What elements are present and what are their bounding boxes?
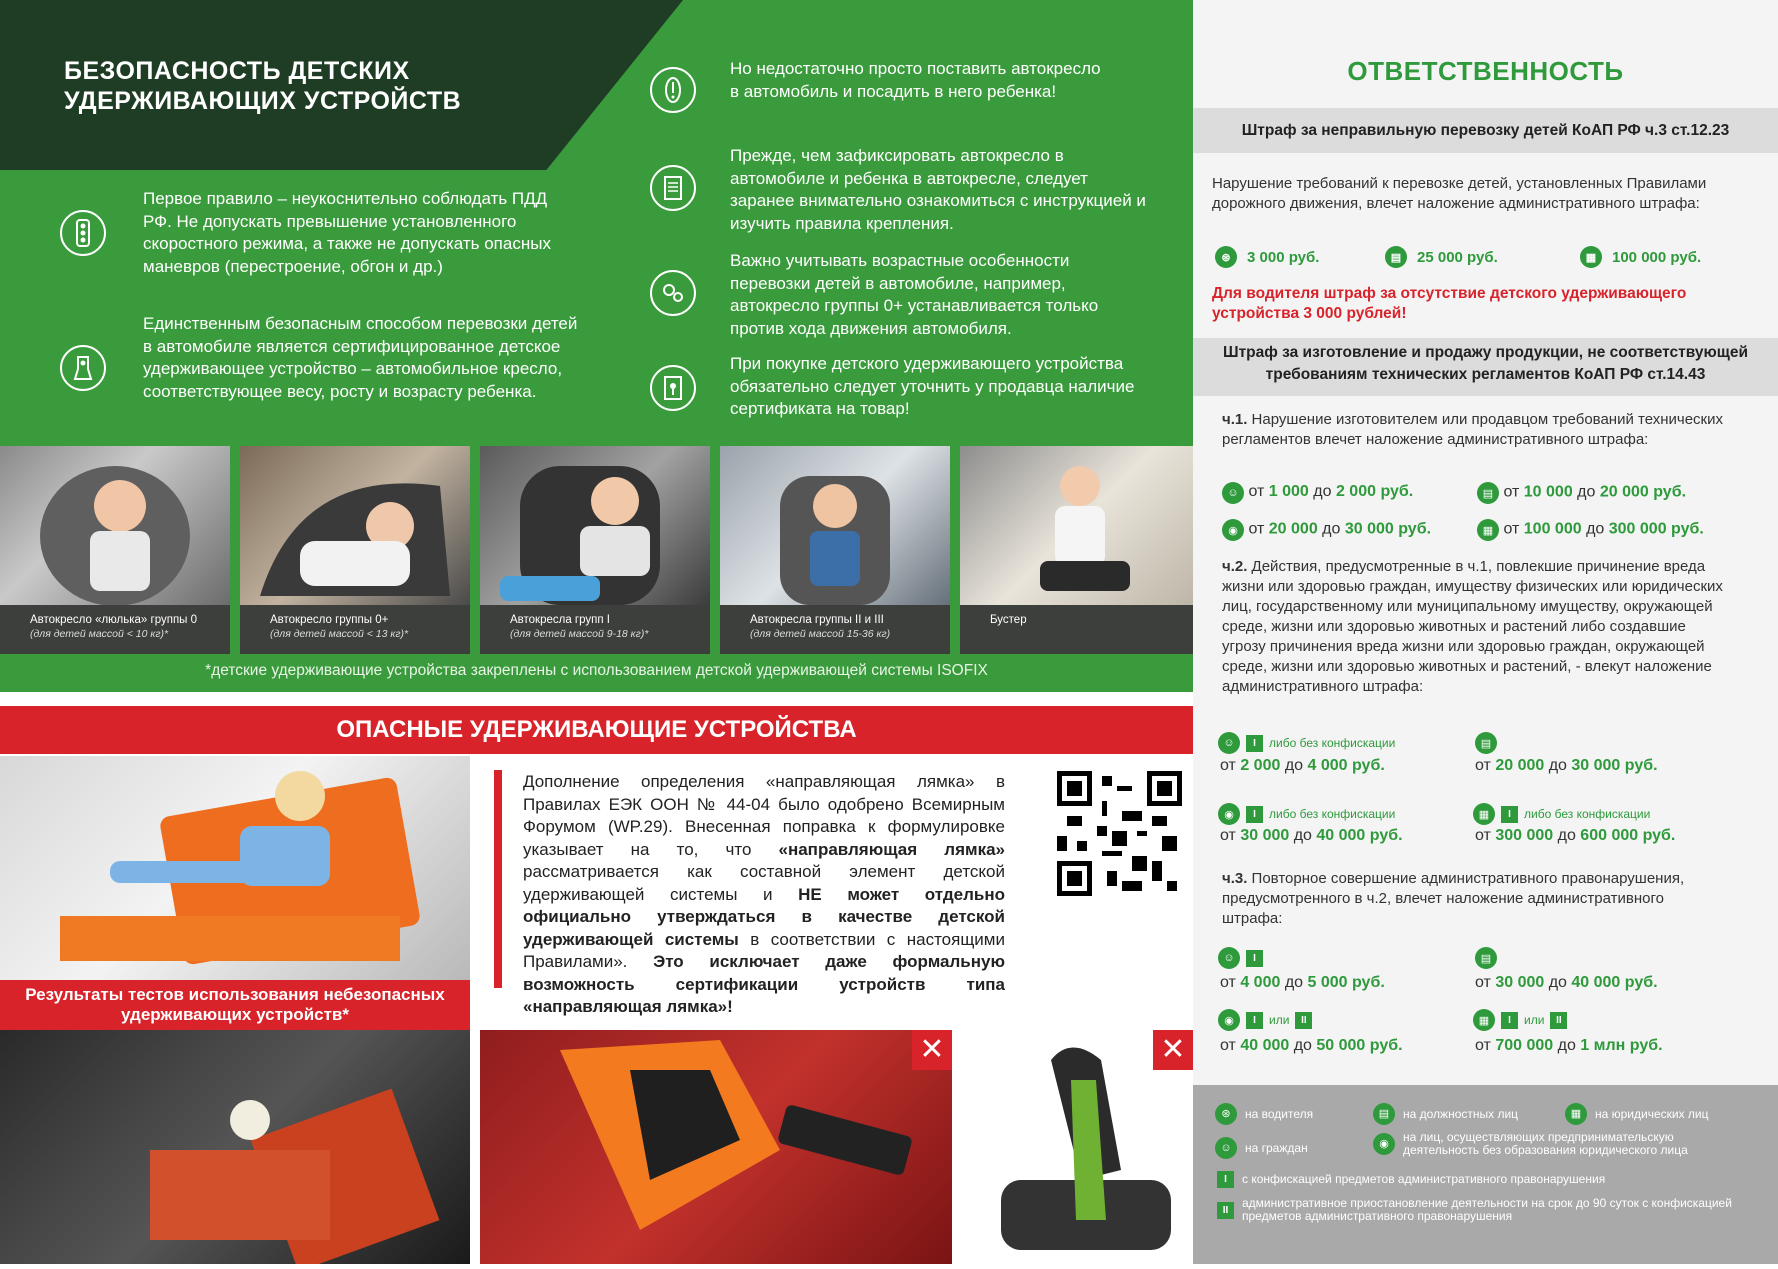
part-1-citizen: ☺ от 1 000 до 2 000 руб. xyxy=(1222,482,1413,504)
seat-photo-booster xyxy=(960,446,1193,654)
part-2-official: от 20 000 до 30 000 руб. xyxy=(1475,757,1658,774)
steering-wheel-icon: ⊛ xyxy=(1215,246,1237,268)
part-1-legal: ▦ от 100 000 до 300 000 руб. xyxy=(1477,519,1704,541)
suspension-mark: II xyxy=(1550,1012,1567,1029)
confiscation-mark: I xyxy=(1246,806,1263,823)
fine-legal: ▦ 100 000 руб. xyxy=(1580,246,1701,268)
steering-wheel-icon: ⊛ xyxy=(1215,1103,1237,1125)
part-2-citizen: от 2 000 до 4 000 руб. xyxy=(1220,757,1385,774)
document-icon: ▦ xyxy=(1473,803,1495,825)
certificate-icon xyxy=(650,365,696,411)
legend-citizen: ☺ на граждан xyxy=(1215,1137,1308,1159)
confiscation-mark: I xyxy=(1217,1171,1234,1188)
close-icon: ✕ xyxy=(1153,1030,1193,1070)
fine-header-1: Штраф за неправильную перевозку детей КоАП РФ ч.3 ст.12.23 xyxy=(1193,108,1778,153)
part-3-text: ч.3. Повторное совершение административного правонарушения, предусмотренного в ч.2, влечет наложение административного штрафа: xyxy=(1222,870,1685,927)
accent-bar xyxy=(494,770,502,988)
gears-icon xyxy=(650,270,696,316)
seat-photo-group-0plus xyxy=(240,446,470,654)
crash-test-caption: Результаты тестов использования небезопасных удерживающих устройств* xyxy=(0,980,470,1030)
tip-4-text: При покупке детского удерживающего устройства обязательно следует уточнить у продавца наличие сертификата на товар! xyxy=(730,354,1135,418)
part-3-legal-icons xyxy=(1473,1009,1567,1031)
photo-title: Автокресло группы 0+ xyxy=(270,614,389,626)
briefcase-icon: ▤ xyxy=(1475,732,1497,754)
tip-3-text: Важно учитывать возрастные особенности перевозки детей в автомобиле, например, автокресло группы 0+ устанавливается только против хода движения автомобиля. xyxy=(730,251,1099,338)
legend-entrepreneur: ◉ на лиц, осуществляющих предпринимательскую деятельность без образования юридического лица xyxy=(1373,1131,1753,1157)
close-icon: ✕ xyxy=(912,1030,952,1070)
fine-driver: ⊛ 3 000 руб. xyxy=(1215,246,1319,268)
part-1-official: ▤ от 10 000 до 20 000 руб. xyxy=(1477,482,1686,504)
part-2-legal: от 300 000 до 600 000 руб. xyxy=(1475,827,1676,844)
photo-subtitle: (для детей массой 9-18 кг)* xyxy=(510,628,649,640)
warning-icon xyxy=(650,67,696,113)
rule-2-text: Единственным безопасным способом перевозки детей в автомобиле является сертифицированное детское удерживающее устройство – автомобильное кресло, соответствующее весу, росту и возрасту ребенка. xyxy=(143,314,578,401)
confiscation-mark: I xyxy=(1246,735,1263,752)
confiscation-mark: I xyxy=(1501,806,1518,823)
photo-title: Автокресла группы II и III xyxy=(750,614,884,626)
confiscation-mark: I xyxy=(1501,1012,1518,1029)
qr-code[interactable] xyxy=(1057,771,1182,896)
seat-photo-group-0 xyxy=(0,446,230,654)
suspension-mark: II xyxy=(1217,1202,1234,1219)
confiscation-note: либо без конфискации xyxy=(1524,807,1651,821)
part-3-citizen-icons xyxy=(1218,947,1263,969)
part-2-text: ч.2. Действия, предусмотренные в ч.1, повлекшие причинение вреда жизни или здоровью граждан, имуществу физических или юридических лиц, государственному или муниципальному имуществу, окружающей среде, жизни или здоровью животных и растений либо создавшие угрозу причинения вреда жизни или здоровью граждан, окружающей среде, жизни или здоровью животных и растений, - влекут наложение административного штрафа: xyxy=(1222,558,1723,695)
suspension-mark: II xyxy=(1295,1012,1312,1029)
briefcase-icon: ▤ xyxy=(1373,1103,1395,1125)
person-icon: ☺ xyxy=(1218,732,1240,754)
danger-title: ОПАСНЫЕ УДЕРЖИВАЮЩИЕ УСТРОЙСТВА xyxy=(0,706,1193,754)
legend-official: ▤ на должностных лиц xyxy=(1373,1103,1518,1125)
confiscation-mark: I xyxy=(1246,950,1263,967)
part-2-legal-icons xyxy=(1473,803,1650,825)
tip-2-text: Прежде, чем зафиксировать автокресло в автомобиле и ребенка в автокресле, следует заранее внимательно ознакомиться с инструкцией и изучить правила крепления. xyxy=(730,146,1146,233)
part-3-legal: от 700 000 до 1 млн руб. xyxy=(1475,1037,1663,1054)
photo-subtitle: (для детей массой < 10 кг)* xyxy=(30,628,169,640)
page-title: БЕЗОПАСНОСТЬ ДЕТСКИХ УДЕРЖИВАЮЩИХ УСТРОЙСТВ xyxy=(64,57,462,115)
part-2-entrepreneur: от 30 000 до 40 000 руб. xyxy=(1220,827,1403,844)
crash-test-photo-2 xyxy=(0,1030,470,1264)
photo-title: Автокресла групп I xyxy=(510,614,610,626)
confiscation-mark: I xyxy=(1246,1012,1263,1029)
person-icon: ☺ xyxy=(1218,947,1240,969)
part-1-text: ч.1. Нарушение изготовителем или продавцом требований технических регламентов влечет наложение административного штрафа: xyxy=(1222,411,1723,448)
fine-header-2: Штраф за изготовление и продажу продукции, не соответствующей требованиям технических регламентов КоАП РФ ст.14.43 xyxy=(1193,338,1778,396)
legend-legal: ▦ на юридических лиц xyxy=(1565,1103,1709,1125)
part-2-official-icons xyxy=(1475,732,1497,754)
photo-subtitle: (для детей массой < 13 кг)* xyxy=(270,628,409,640)
seat-photo-group-1 xyxy=(480,446,710,654)
part-3-entrepreneur-icons xyxy=(1218,1009,1312,1031)
document-icon: ▦ xyxy=(1580,246,1602,268)
tip-1-text: Но недостаточно просто поставить автокресло в автомобиль и посадить в него ребенка! xyxy=(730,59,1101,101)
isofix-note: *детские удерживающие устройства закреплены с использованием детской удерживающей системы ISOFIX xyxy=(205,662,988,679)
entrepreneur-icon: ◉ xyxy=(1373,1133,1395,1155)
or-label: или xyxy=(1269,1013,1290,1027)
rule-1-text: Первое правило – неукоснительно соблюдать ПДД РФ. Не допускать превышение установленного скоростного режима, а также не допускать опасных маневров (перестроение, обгон и др.) xyxy=(143,189,551,276)
unsafe-strap-photo xyxy=(480,1030,952,1264)
responsibility-title: ОТВЕТСТВЕННОСТЬ xyxy=(1347,56,1624,86)
photo-title: Автокресло «люлька» группы 0 xyxy=(30,614,198,626)
crash-test-photo xyxy=(0,756,470,980)
driver-warning: Для водителя штраф за отсутствие детского удерживающего устройства 3 000 рублей! xyxy=(1212,285,1687,322)
or-label: или xyxy=(1524,1013,1545,1027)
traffic-light-icon xyxy=(60,210,106,256)
legend-confiscation: I с конфискацией предметов административного правонарушения xyxy=(1217,1171,1605,1188)
briefcase-icon: ▤ xyxy=(1385,246,1407,268)
fine-official: ▤ 25 000 руб. xyxy=(1385,246,1498,268)
legend-driver: ⊛ на водителя xyxy=(1215,1103,1313,1125)
person-icon: ☺ xyxy=(1215,1137,1237,1159)
legend xyxy=(1193,1085,1778,1264)
part-2-entrepreneur-icons xyxy=(1218,803,1395,825)
seat-photo-group-2-3 xyxy=(720,446,950,654)
photo-title: Бустер xyxy=(990,614,1027,626)
car-seat-icon xyxy=(60,345,106,391)
document-icon: ▦ xyxy=(1473,1009,1495,1031)
strap-definition-text: Дополнение определения «направляющая лямка» в Правилах ЕЭК ООН № 44-04 было одобрено Всемирным Форумом (WP.29). Внесенная поправка к формулировке указывает на то, что «направляющая лямка» рассматривается как составной элемент детской удерживающей системы и НЕ может отдельно официально утверждаться в качестве детской удерживающей системы в соответствии с настоящими Правилами». Это исключает даже формальную возможность сертификации устройств типа «направляющая лямка»! xyxy=(523,772,1006,1016)
part-3-official-icons xyxy=(1475,947,1497,969)
entrepreneur-icon: ◉ xyxy=(1218,1009,1240,1031)
person-icon: ☺ xyxy=(1222,482,1244,504)
instruction-icon xyxy=(650,165,696,211)
part-1-entrepreneur: ◉ от 20 000 до 30 000 руб. xyxy=(1222,519,1431,541)
confiscation-note: либо без конфискации xyxy=(1269,736,1396,750)
part-3-official: от 30 000 до 40 000 руб. xyxy=(1475,974,1658,991)
briefcase-icon: ▤ xyxy=(1475,947,1497,969)
briefcase-icon: ▤ xyxy=(1477,482,1499,504)
part-3-citizen: от 4 000 до 5 000 руб. xyxy=(1220,974,1385,991)
legend-suspension: II административное приостановление деятельности на срок до 90 суток с конфискацией предметов административного правонарушения xyxy=(1217,1197,1737,1223)
confiscation-note: либо без конфискации xyxy=(1269,807,1396,821)
photo-subtitle: (для детей массой 15-36 кг) xyxy=(750,628,891,640)
fine-description-1: Нарушение требований к перевозке детей, установленных Правилами дорожного движения, влечет наложение административного штрафа: xyxy=(1212,175,1707,212)
entrepreneur-icon: ◉ xyxy=(1222,519,1244,541)
part-3-entrepreneur: от 40 000 до 50 000 руб. xyxy=(1220,1037,1403,1054)
entrepreneur-icon: ◉ xyxy=(1218,803,1240,825)
part-2-citizen-icons xyxy=(1218,732,1395,754)
document-icon: ▦ xyxy=(1565,1103,1587,1125)
document-icon: ▦ xyxy=(1477,519,1499,541)
